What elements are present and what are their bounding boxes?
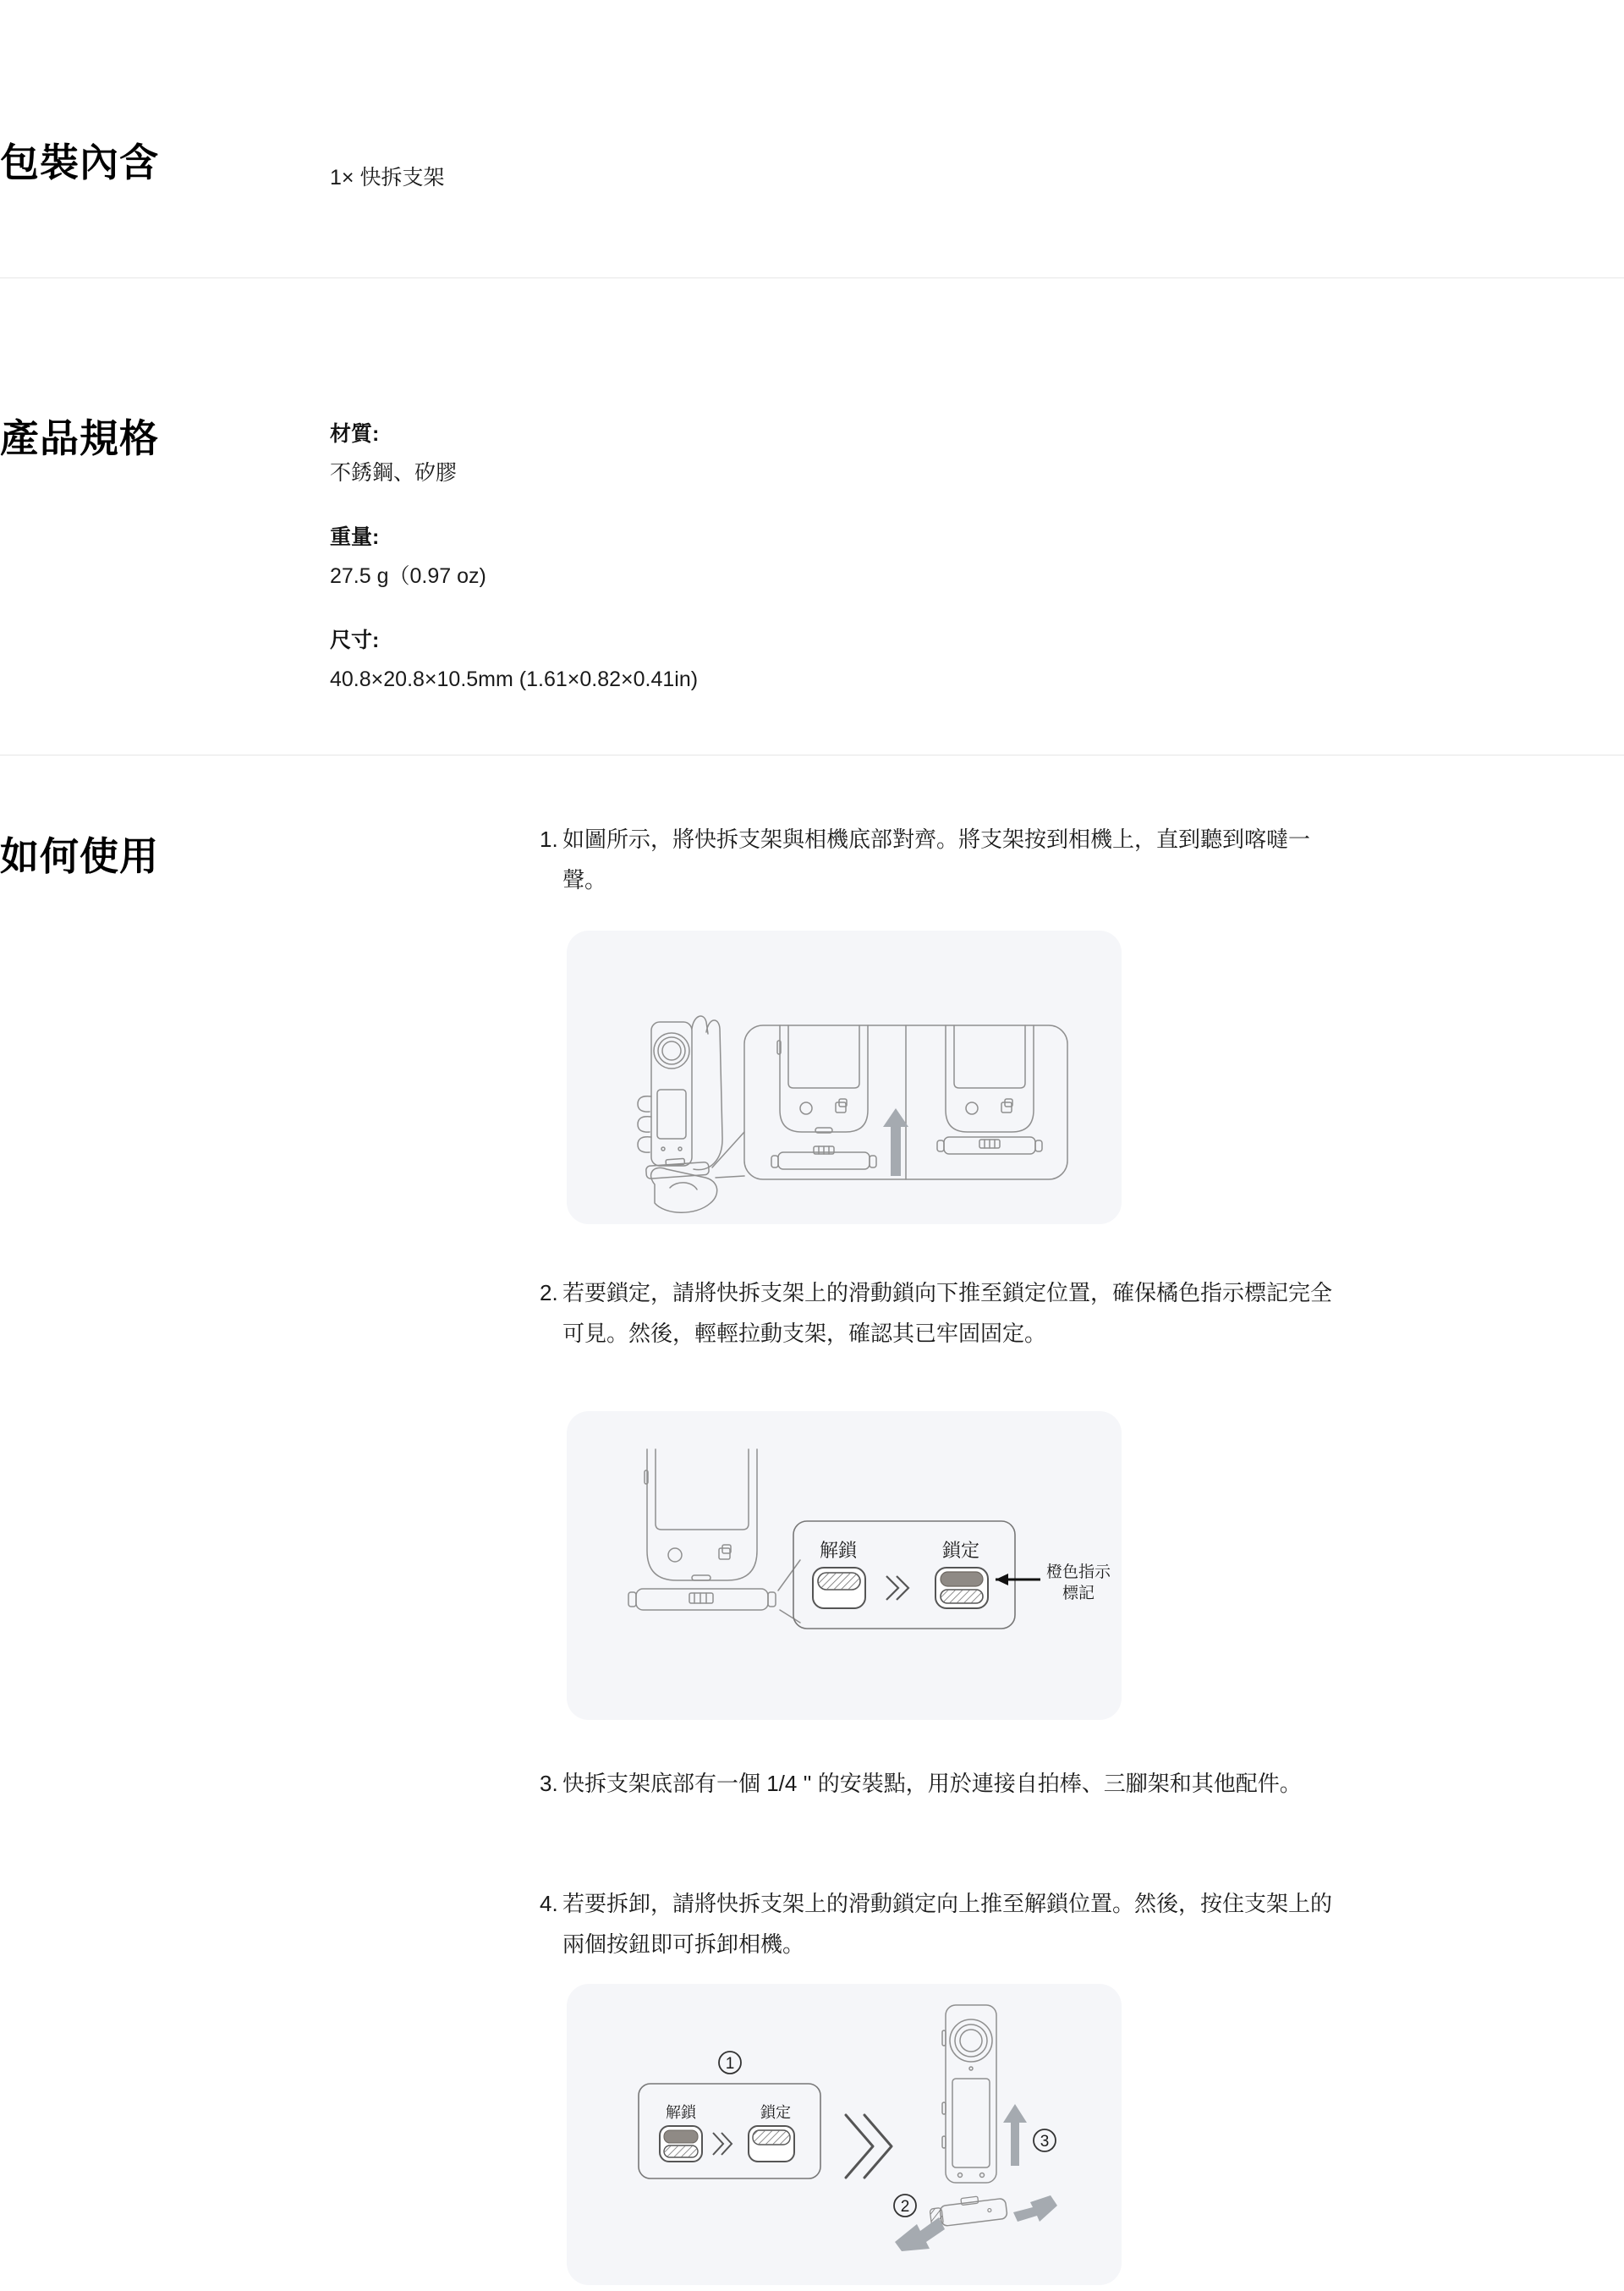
- orange-indicator: [664, 2130, 698, 2143]
- step-number: 2.: [540, 1280, 558, 1305]
- step-text: 若要拆卸，請將快拆支架上的滑動鎖定向上推至解鎖位置。然後，按住支架上的兩個按鈕即可拆卸相機。: [562, 1891, 1333, 1957]
- marker-1-text: 1: [725, 2055, 735, 2073]
- spec-value: 40.8×20.8×10.5mm (1.61×0.82×0.41in): [330, 668, 699, 691]
- step-number: 3.: [540, 1771, 558, 1796]
- section-title-specifications: 產品規格: [0, 416, 159, 460]
- arrow-left-icon: [996, 1574, 1008, 1585]
- orange-note-line1: 橙色指示: [1045, 1563, 1111, 1581]
- detach-callout-panel: [639, 2084, 820, 2178]
- callout-line: [712, 1132, 744, 1167]
- chevron-right-icon: [713, 2133, 732, 2155]
- howto-step-1: [540, 819, 1335, 900]
- marker-2-text: 2: [900, 2198, 910, 2216]
- circled-3-marker: [1034, 2129, 1056, 2151]
- spec-material: [330, 415, 1007, 492]
- step-number: 4.: [540, 1891, 558, 1916]
- camera-bottom-separated-drawing: [771, 1025, 876, 1169]
- callout-line: [716, 1176, 744, 1178]
- camera-bottom-drawing: [628, 1449, 800, 1623]
- spec-label: 尺寸:: [330, 629, 380, 652]
- detach-illustration: [567, 1984, 1122, 2285]
- spec-label: 重量:: [330, 525, 380, 549]
- unlock-label: 解鎖: [666, 2104, 696, 2121]
- section-title-how-to-use: 如何使用: [0, 834, 159, 878]
- attach-illustration-drawing: [567, 931, 1122, 1224]
- orange-note-line2: 標記: [1062, 1585, 1095, 1602]
- orange-indicator-annotation: [996, 1563, 1111, 1602]
- detach-illustration-drawing: [567, 1984, 1122, 2285]
- unlock-label: 解鎖: [819, 1540, 858, 1561]
- up-arrow-icon: [1003, 2104, 1027, 2166]
- howto-step-3: [540, 1763, 1335, 1804]
- hand-camera-drawing: [638, 1016, 722, 1212]
- spec-value: 27.5 g（0.97 oz): [330, 564, 486, 588]
- lock-illustration: [567, 1411, 1122, 1720]
- lock-label: 鎖定: [941, 1540, 980, 1561]
- orange-indicator: [941, 1572, 983, 1586]
- camera-front-drawing: [942, 2005, 996, 2183]
- step-text: 快拆支架底部有一個 1/4 '' 的安裝點，用於連接自拍棒、三腳架和其他配件。: [562, 1771, 1302, 1796]
- big-chevron-right-icon: [846, 2115, 892, 2178]
- howto-step-2: [540, 1272, 1335, 1354]
- lock-illustration-drawing: [567, 1411, 1122, 1720]
- locked-slider: [660, 2126, 702, 2162]
- specifications-list: [330, 415, 1007, 724]
- lock-callout-panel: [793, 1521, 1015, 1629]
- unlocked-slider: [749, 2126, 794, 2162]
- chevron-right-icon: [886, 1576, 908, 1600]
- step-number: 1.: [540, 827, 558, 852]
- step-text: 若要鎖定，請將快拆支架上的滑動鎖向下推至鎖定位置，確保橘色指示標記完全可見。然後，輕輕拉動支架，確認其已牢固固定。: [562, 1280, 1333, 1346]
- spec-dimensions: [330, 621, 1007, 699]
- mount-in-hand-drawing: [645, 1156, 709, 1178]
- package-contents-item: 1× 快拆支架: [330, 166, 445, 190]
- step-text: 如圖所示，將快拆支架與相機底部對齊。將支架按到相機上，直到聽到喀噠一聲。: [562, 827, 1311, 893]
- unlock-slider: [813, 1568, 865, 1608]
- attach-illustration: [567, 931, 1122, 1224]
- press-arrow-left-icon: [895, 2217, 945, 2251]
- howto-step-4: [540, 1883, 1335, 1964]
- marker-3-text: 3: [1040, 2133, 1050, 2151]
- camera-bottom-attached-drawing: [937, 1025, 1042, 1154]
- press-arrow-right-icon: [1013, 2195, 1057, 2222]
- lock-label: 鎖定: [760, 2104, 791, 2121]
- spec-weight: [330, 518, 1007, 596]
- circled-1-marker: [719, 2052, 741, 2074]
- spec-label: 材質:: [330, 422, 380, 446]
- spec-value: 不銹鋼、矽膠: [330, 461, 458, 485]
- section-title-package-contents: 包裝內含: [0, 140, 159, 184]
- up-arrow-icon: [883, 1108, 908, 1176]
- circled-2-marker: [894, 2195, 916, 2217]
- lock-slider: [935, 1568, 988, 1608]
- section-divider: [0, 277, 1624, 278]
